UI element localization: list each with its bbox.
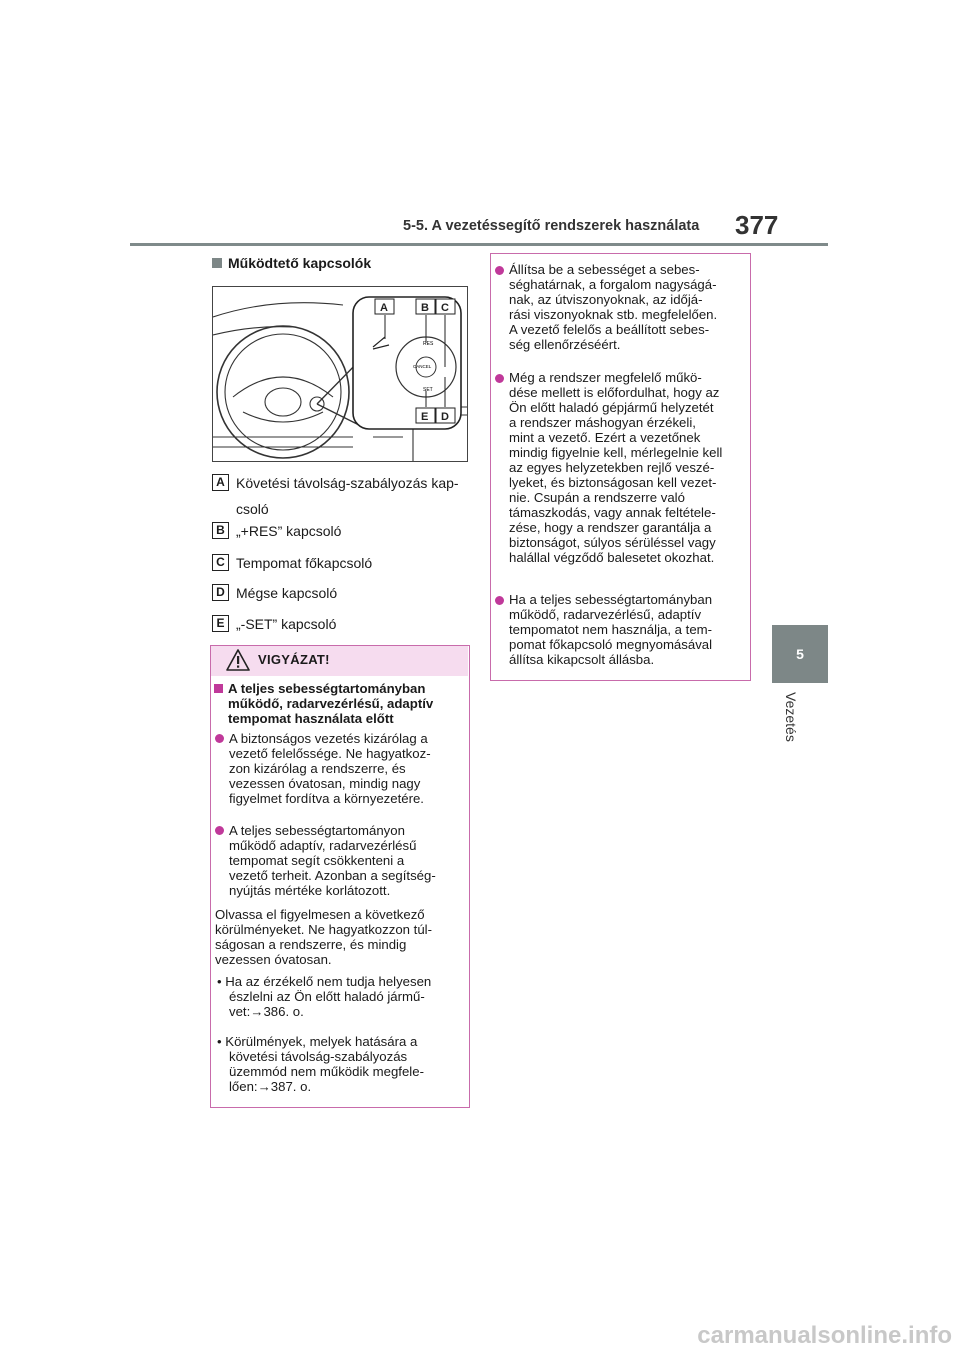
warning-item-2: • Körülmények, melyek hatására a követési távolság-szabályozás üzemmód nem működik megfele- lően:→387. o. xyxy=(217,1034,424,1094)
legend-text: „+RES” kapcsoló xyxy=(236,523,342,539)
legend-letter: E xyxy=(212,615,229,632)
legend-item-e xyxy=(212,611,468,637)
right-bullet-2: Még a rendszer megfelelő műkö- dése mellett is előfordulhat, hogy az Ön előtt haladó gépjármű helyzetét a rendszer máshogyan érzékeli, mint a vezető. Ezért a vezetőnek mindig figyelnie kell, mérlegelnie kell az egyes helyzetekben rejlő veszé- lyeket, és biztonságosan kell vezet- nie. Csupán a rendszerre való támaszkodás, vagy annak feltétele- zése, hogy a rendszer garantálja a biztonságot, súlyos sérüléssel vagy halállal végződő balesetet okozhat. xyxy=(509,370,723,565)
warning-subheading: A teljes sebességtartományban működő, radarvezérlésű, adaptív tempomat használata előtt xyxy=(214,681,464,726)
watermark: carmanualsonline.info xyxy=(697,1322,952,1349)
section-heading xyxy=(212,255,371,271)
legend-letter: D xyxy=(212,584,229,601)
figure-label-a: A xyxy=(380,302,388,314)
legend-text: Követési távolság-szabályozás kap- xyxy=(236,475,459,491)
legend-letter: B xyxy=(212,522,229,539)
heading-square-icon xyxy=(212,258,222,268)
bullet-icon xyxy=(215,734,224,743)
steering-wheel-svg xyxy=(213,287,467,461)
subheading-square-icon xyxy=(214,684,223,693)
res-text: RES xyxy=(423,341,434,347)
chapter-number: 5 xyxy=(796,646,804,662)
figure-label-d: D xyxy=(441,411,449,423)
legend-text: Mégse kapcsoló xyxy=(236,585,338,601)
section-heading-text: Működtető kapcsolók xyxy=(228,255,372,271)
bullet-icon xyxy=(495,266,504,275)
right-bullet-3: Ha a teljes sebességtartományban működő, radarvezérlésű, adaptív tempomatot nem használja, a tem- pomat főkapcsoló megnyomásával állítsa kikapcsolt állásba. xyxy=(509,592,713,667)
warning-paragraph: Olvassa el figyelmesen a következő körülményeket. Ne hagyatkozzon túl- ságosan a rendszerre, és mindig vezessen óvatosan. xyxy=(215,907,432,967)
header-divider xyxy=(130,243,828,246)
legend-letter: C xyxy=(212,554,229,571)
legend-item-d xyxy=(212,580,468,606)
bullet-icon xyxy=(215,826,224,835)
chapter-tab xyxy=(772,625,828,683)
legend-letter: A xyxy=(212,474,229,491)
warning-item-1: • Ha az érzékelő nem tudja helyesen észlelni az Ön előtt haladó jármű- vet:→386. o. xyxy=(217,974,432,1019)
chapter-label: Vezetés xyxy=(783,692,799,742)
warning-triangle-icon xyxy=(226,649,250,671)
bullet-icon xyxy=(495,596,504,605)
legend-text: Tempomat főkapcsoló xyxy=(236,555,373,571)
legend-text: „-SET” kapcsoló xyxy=(236,616,337,632)
figure-label-c: C xyxy=(441,302,449,314)
warning-bullet-2: A teljes sebességtartományon működő adaptív, radarvezérlésű tempomat segít csökkenteni a vezető terheit. Azonban a segítség- nyújtás mértéke korlátozott. xyxy=(229,823,436,898)
steering-wheel-illustration xyxy=(212,286,468,462)
legend-item-a xyxy=(212,470,468,522)
figure-label-e: E xyxy=(421,411,429,423)
legend-item-c xyxy=(212,550,468,576)
warning-bullet-1: A biztonságos vezetés kizárólag a vezető felelőssége. Ne hagyatkoz- zon kizárólag a rendszerre, és vezessen óvatosan, mindig nagy figyelmet fordítva a környezetére. xyxy=(229,731,431,806)
cancel-text: CANCEL xyxy=(413,364,432,369)
right-bullet-1: Állítsa be a sebességet a sebes- séghatárnak, a forgalom nagyságá- nak, az útviszonyoknak, az időjá- rási viszonyoknak stb. megfelelően. A vezető felelős a beállított sebes- ség ellenőrzéséért. xyxy=(509,262,718,352)
header-section-title: 5-5. A vezetéssegítő rendszerek használata xyxy=(403,218,700,234)
warning-title: VIGYÁZAT! xyxy=(258,652,330,667)
set-text: SET xyxy=(423,387,433,393)
legend-text-cont: csoló xyxy=(236,501,269,517)
legend-item-b xyxy=(212,518,468,544)
bullet-icon xyxy=(495,374,504,383)
figure-label-b: B xyxy=(421,302,429,314)
page-number: 377 xyxy=(735,210,779,240)
